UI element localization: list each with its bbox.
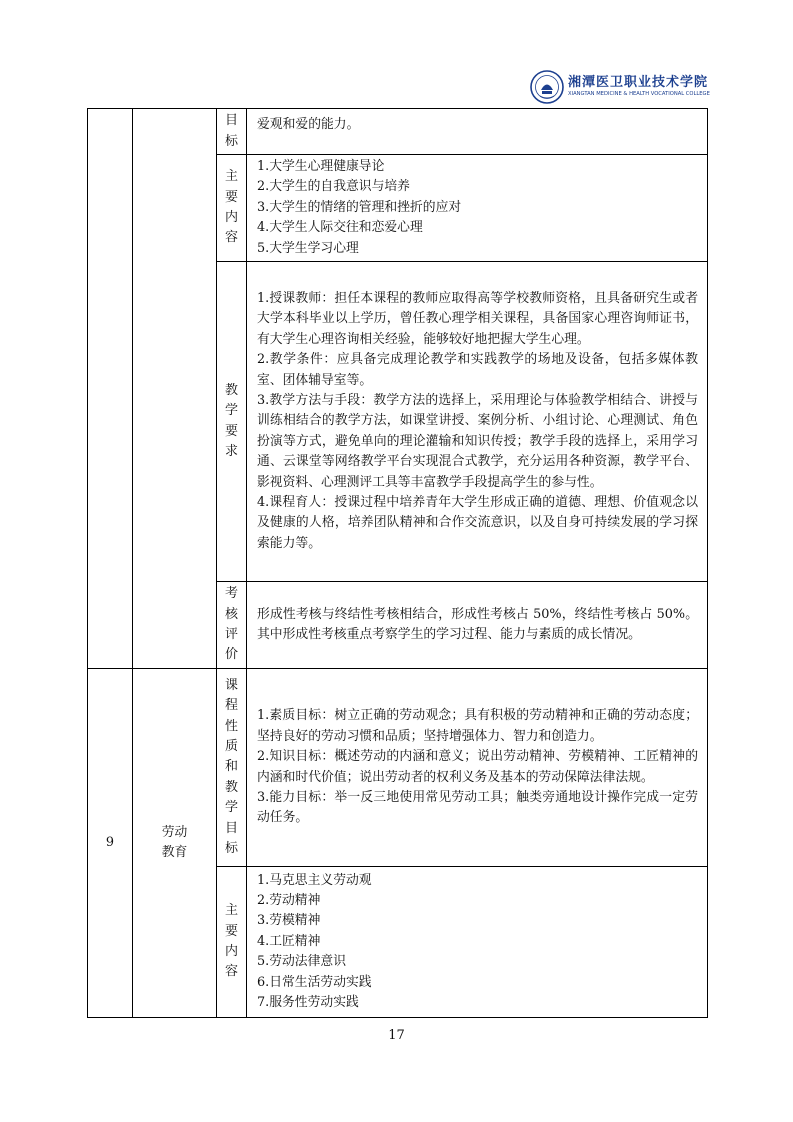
table-row <box>88 109 708 155</box>
list-item: 1.大学生心理健康导论 <box>257 159 385 174</box>
prev-course-name-cell <box>133 109 217 669</box>
goal-text: 爱观和爱的能力。 <box>257 117 360 132</box>
paragraph: 3.能力目标：举一反三地使用常见劳动工具；触类旁通地设计操作完成一定劳动任务。 <box>257 789 698 826</box>
course-content-list <box>247 867 708 1018</box>
course-content-label: 主 要 内 容 <box>217 867 247 1018</box>
list-item: 5.劳动法律意识 <box>257 954 346 970</box>
goal-label: 目 标 <box>217 109 247 155</box>
paragraph: 2.知识目标：概述劳动的内涵和意义；说出劳动精神、劳模精神、工匠精神的内涵和时代价值；说出劳动者的权利义务及基本的劳动保障法律法规。 <box>257 749 698 785</box>
college-seal-icon <box>530 70 564 104</box>
college-name-cn: 湘潭医卫职业技术学院 <box>568 75 709 90</box>
paragraph: 1.授课教师：担任本课程的教师应取得高等学校教师资格，且具备研究生或者大学本科毕业以上学历，曾任教心理学相关课程，具备国家心理咨询师证书，有大学生心理咨询相关经验，能够较好地把握大学生心理。 <box>257 290 698 347</box>
list-item: 3.大学生的情绪的管理和挫折的应对 <box>257 199 462 215</box>
paragraph: 3.教学方法与手段：教学方法的选择上，采用理论与体验教学相结合、讲授与训练相结合的教学方法，如课堂讲授、案例分析、小组讨论、心理测试、角色扮演等方式，避免单向的理论灌输和知识传授；教学手段的选择上，采用学习通、云课堂等网络教学平台实现混合式教学，充分运用各种资源，教学平台、影视资料、心理测评工具等丰富教学手段提高学生的参与性。 <box>257 392 698 490</box>
main-content-list <box>247 155 708 262</box>
teaching-req-content <box>247 262 708 582</box>
course-name: 劳动 教育 <box>133 669 217 1018</box>
list-item: 1.马克思主义劳动观 <box>257 872 372 888</box>
page-number: 17 <box>388 1028 405 1043</box>
list-item: 2.劳动精神 <box>257 893 321 909</box>
list-item: 5.大学生学习心理 <box>257 240 359 256</box>
assessment-content <box>247 582 708 669</box>
table-row <box>88 669 708 867</box>
course-goal-label: 课 程 性 质 和 教 学 目 标 <box>217 669 247 867</box>
list-item: 2.大学生的自我意识与培养 <box>257 179 410 195</box>
course-goal-content <box>247 669 708 867</box>
list-item: 6.日常生活劳动实践 <box>257 974 372 990</box>
course-table <box>87 108 708 1018</box>
course-number: 9 <box>88 669 133 1018</box>
main-content-label: 主 要 内 容 <box>217 155 247 262</box>
college-header <box>530 70 730 106</box>
list-item: 3.劳模精神 <box>257 913 321 929</box>
paragraph: 2.教学条件：应具备完成理论教学和实践教学的场地及设备，包括多媒体教室、团体辅导室等。 <box>257 352 698 388</box>
list-item: 7.服务性劳动实践 <box>257 995 359 1011</box>
assessment-label: 考 核 评 价 <box>217 582 247 669</box>
teaching-req-label: 教 学 要 求 <box>217 262 247 582</box>
paragraph: 形成性考核与终结性考核相结合，形成性考核占 50%，终结性考核占 50%。其中形成性考核重点考察学生的学习过程、能力与素质的成长情况。 <box>257 606 698 643</box>
paragraph: 1.素质目标：树立正确的劳动观念；具有积极的劳动精神和正确的劳动态度；坚持良好的劳动习惯和品质；坚持增强体力、智力和创造力。 <box>257 708 698 744</box>
college-name-en: XIANGTAN MEDICINE & HEALTH VOCATIONAL COLLEGE <box>568 91 710 97</box>
list-item: 4.工匠精神 <box>257 933 321 949</box>
prev-course-number-cell <box>88 109 133 669</box>
list-item: 4.大学生人际交往和恋爱心理 <box>257 220 423 236</box>
paragraph: 4.课程育人：授课过程中培养青年大学生形成正确的道德、理想、价值观念以及健康的人格，培养团队精神和合作交流意识，以及自身可持续发展的学习探索能力等。 <box>257 494 698 551</box>
goal-text-cell <box>247 109 708 155</box>
